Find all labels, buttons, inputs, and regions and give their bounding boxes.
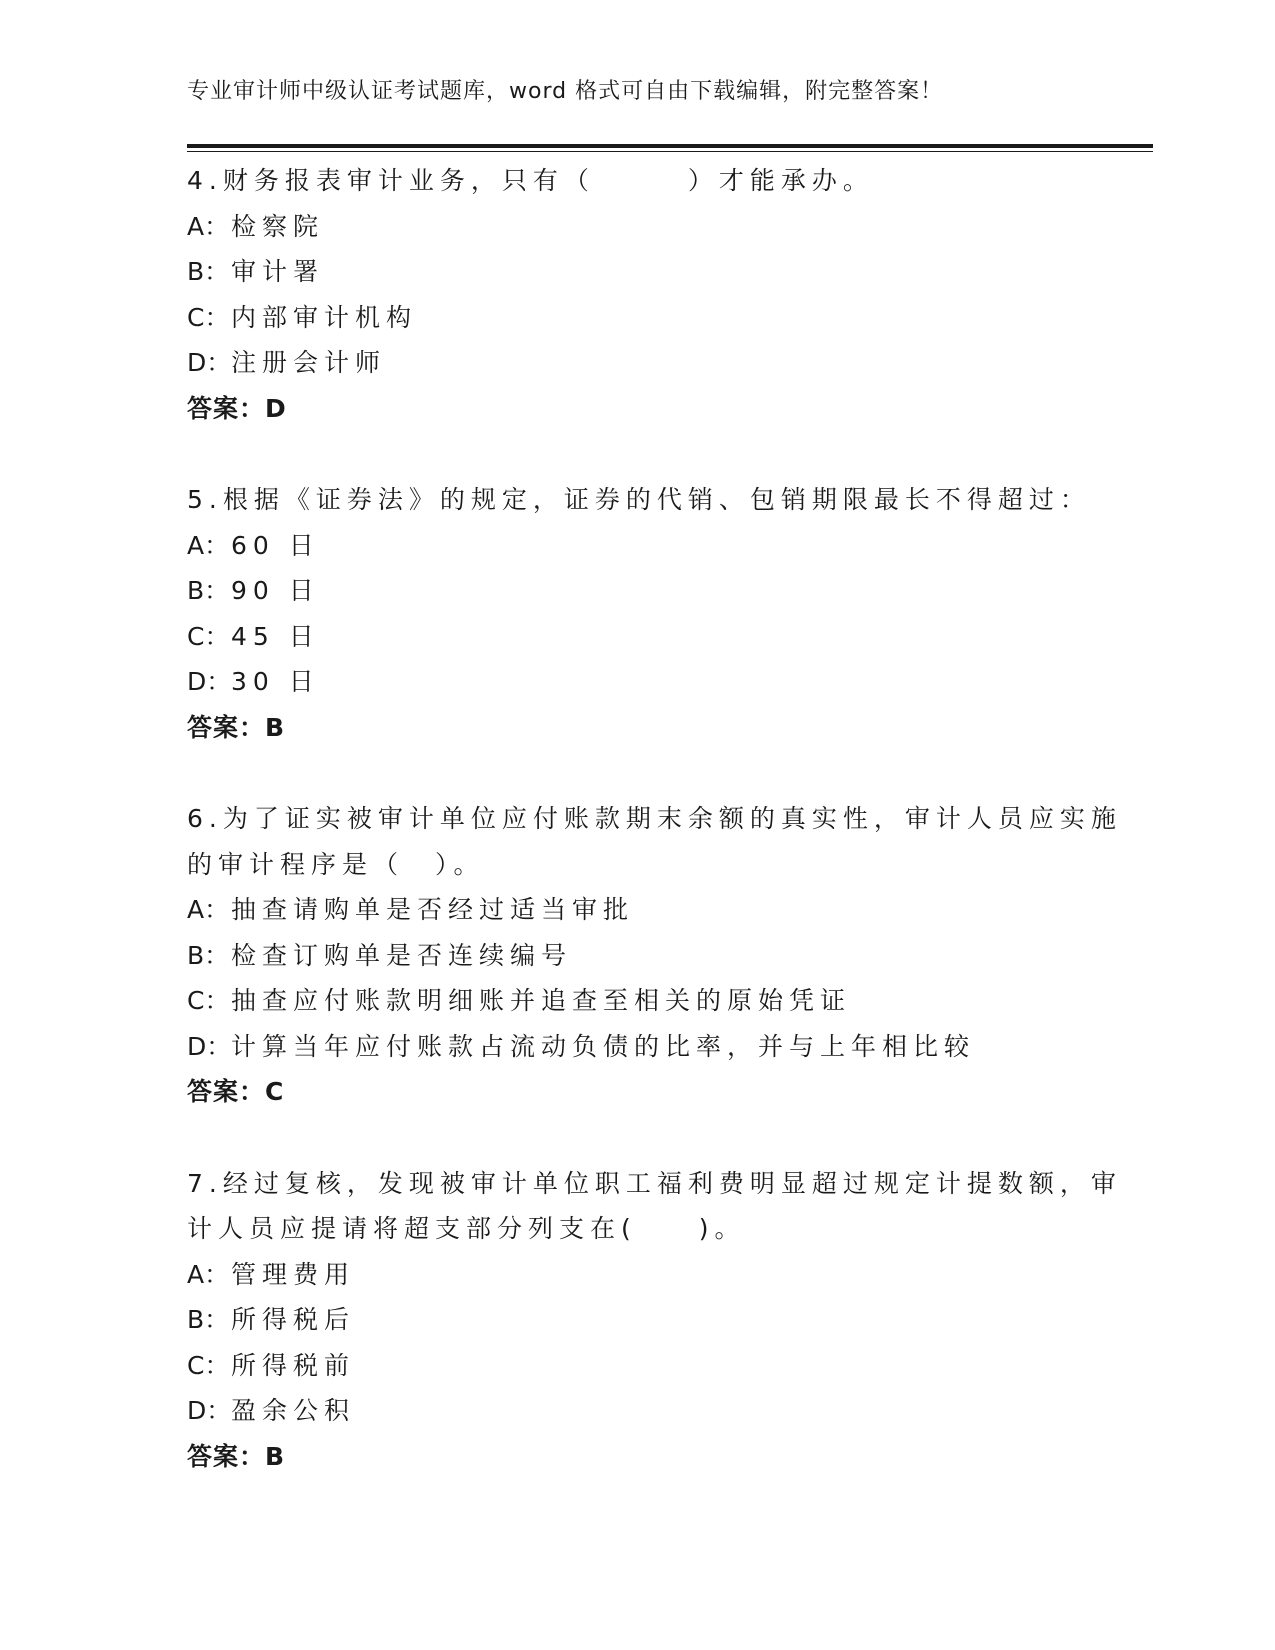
question-stem-continued: 计人员应提请将超支部分列支在( )。 bbox=[187, 1214, 746, 1243]
option-text: 45 日 bbox=[231, 621, 320, 651]
option-d bbox=[187, 1024, 1087, 1070]
question-block bbox=[187, 1161, 1122, 1480]
option-letter: B： bbox=[187, 940, 230, 970]
answer-line: 答案：C bbox=[187, 1077, 285, 1106]
option-text: 注册会计师 bbox=[231, 348, 387, 377]
option-text: 90 日 bbox=[231, 576, 320, 605]
option-c bbox=[187, 978, 1087, 1024]
option-text: 审计署 bbox=[231, 257, 325, 286]
option-text: 抽查请购单是否经过适当审批 bbox=[231, 895, 635, 924]
option-letter: D： bbox=[187, 1396, 232, 1425]
option-text: 管理费用 bbox=[231, 1259, 356, 1289]
question-stem: 6.为了证实被审计单位应付账款期末余额的真实性，审计人员应实施 bbox=[187, 804, 1122, 833]
option-a bbox=[187, 1252, 1087, 1298]
answer-line: 答案：B bbox=[187, 712, 286, 742]
option-letter: C： bbox=[187, 621, 230, 651]
option-letter: B： bbox=[187, 257, 230, 286]
question-stem-continued: 的审计程序是（ ）。 bbox=[187, 849, 485, 879]
question-block bbox=[187, 158, 1087, 431]
option-text: 60 日 bbox=[231, 530, 320, 560]
option-d bbox=[187, 659, 1087, 705]
option-letter: C： bbox=[187, 1350, 230, 1380]
header-divider-thin bbox=[187, 151, 1153, 152]
question-block bbox=[187, 477, 1091, 750]
option-text: 计算当年应付账款占流动负债的比率，并与上年相比较 bbox=[231, 1031, 976, 1061]
question-stem: 5.根据《证券法》的规定，证券的代销、包销期限最长不得超过： bbox=[187, 485, 1091, 514]
answer-line: 答案：D bbox=[187, 393, 287, 423]
option-text: 抽查应付账款明细账并追查至相关的原始凭证 bbox=[231, 986, 852, 1015]
option-letter: A： bbox=[187, 530, 230, 560]
header-divider-thick bbox=[187, 144, 1153, 148]
page-header: 专业审计师中级认证考试题库，word 格式可自由下载编辑，附完整答案！ bbox=[187, 79, 944, 104]
question-list bbox=[187, 158, 1122, 1525]
question-block bbox=[187, 796, 1122, 1115]
option-a bbox=[187, 887, 1087, 933]
option-text: 内部审计机构 bbox=[231, 302, 418, 332]
option-text: 盈余公积 bbox=[231, 1396, 356, 1425]
option-b bbox=[187, 568, 1087, 614]
option-text: 检查订购单是否连续编号 bbox=[231, 940, 573, 970]
option-c bbox=[187, 1343, 1087, 1389]
option-c bbox=[187, 614, 1087, 660]
option-letter: D： bbox=[187, 667, 232, 696]
option-letter: A： bbox=[187, 895, 230, 924]
option-letter: D： bbox=[187, 348, 232, 377]
option-d bbox=[187, 1388, 1087, 1434]
option-a bbox=[187, 523, 1087, 569]
option-letter: A： bbox=[187, 211, 230, 241]
option-a bbox=[187, 204, 1087, 250]
option-letter: C： bbox=[187, 302, 230, 332]
option-letter: B： bbox=[187, 576, 230, 605]
option-letter: D： bbox=[187, 1031, 232, 1061]
option-c bbox=[187, 295, 1087, 341]
option-text: 30 日 bbox=[231, 667, 320, 696]
option-b bbox=[187, 933, 1087, 979]
answer-line: 答案：B bbox=[187, 1441, 286, 1471]
option-letter: A： bbox=[187, 1259, 230, 1289]
option-text: 检察院 bbox=[231, 211, 325, 241]
option-letter: B： bbox=[187, 1305, 230, 1334]
option-text: 所得税后 bbox=[231, 1305, 356, 1334]
option-b bbox=[187, 1297, 1087, 1343]
option-d bbox=[187, 340, 1087, 386]
option-text: 所得税前 bbox=[231, 1350, 356, 1380]
question-stem: 4.财务报表审计业务，只有（ ）才能承办。 bbox=[187, 166, 874, 195]
question-stem: 7.经过复核，发现被审计单位职工福利费明显超过规定计提数额，审 bbox=[187, 1168, 1122, 1198]
option-b bbox=[187, 249, 1087, 295]
option-letter: C： bbox=[187, 986, 230, 1015]
